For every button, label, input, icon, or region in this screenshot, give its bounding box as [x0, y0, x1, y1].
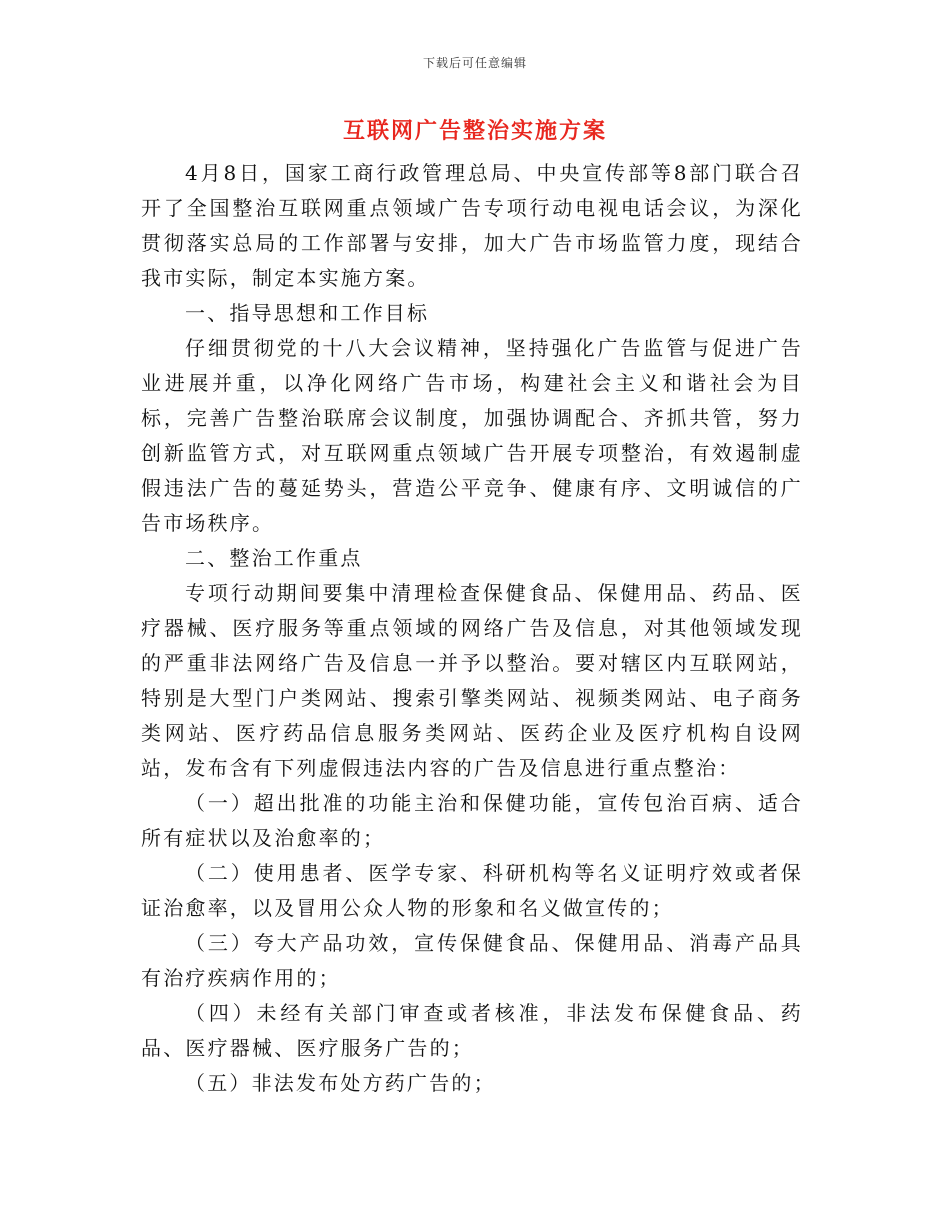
- header-note: 下载后可任意编辑: [422, 56, 527, 70]
- document-title: 互联网广告整治实施方案: [342, 118, 607, 144]
- section-heading-2: 二、整治工作重点: [185, 546, 363, 570]
- list-item-3: （三）夸大产品功效，宣传保健食品、保健用品、消毒产品具有治疗疾病作用的；: [141, 931, 803, 990]
- list-item-4: （四）未经有关部门审查或者核准，非法发布保健食品、药品、医疗器械、医疗服务广告的；: [141, 1001, 803, 1060]
- paragraph-intro: 4月8日，国家工商行政管理总局、中央宣传部等8部门联合召开了全国整治互联网重点领域广告专项行动电视电话会议，为深化贯彻落实总局的工作部署与安排，加大广告市场监管力度，现结合我市实际，制定本实施方案。: [141, 161, 803, 290]
- paragraph-guiding-principle: 仔细贯彻党的十八大会议精神，坚持强化广告监管与促进广告业进展并重，以净化网络广告市场，构建社会主义和谐社会为目标，完善广告整治联席会议制度，加强协调配合、齐抓共管，努力创新监管方式，对互联网重点领域广告开展专项整治，有效遏制虚假违法广告的蔓延势头，营造公平竞争、健康有序、文明诚信的广告市场秩序。: [141, 336, 803, 535]
- list-item-1: （一）超出批准的功能主治和保健功能，宣传包治百病、适合所有症状以及治愈率的；: [141, 791, 803, 850]
- list-item-5: （五）非法发布处方药广告的；: [185, 1071, 496, 1095]
- list-item-2: （二）使用患者、医学专家、科研机构等名义证明疗效或者保证治愈率，以及冒用公众人物的形象和名义做宣传的；: [141, 861, 803, 920]
- document-body: [141, 156, 803, 1101]
- section-heading-1: 一、指导思想和工作目标: [185, 301, 430, 325]
- paragraph-key-focus: 专项行动期间要集中清理检查保健食品、保健用品、药品、医疗器械、医疗服务等重点领域的网络广告及信息，对其他领域发现的严重非法网络广告及信息一并予以整治。要对辖区内互联网站，特别是大型门户类网站、搜索引擎类网站、视频类网站、电子商务类网站、医疗药品信息服务类网站、医药企业及医疗机构自设网站，发布含有下列虚假违法内容的广告及信息进行重点整治：: [141, 581, 803, 780]
